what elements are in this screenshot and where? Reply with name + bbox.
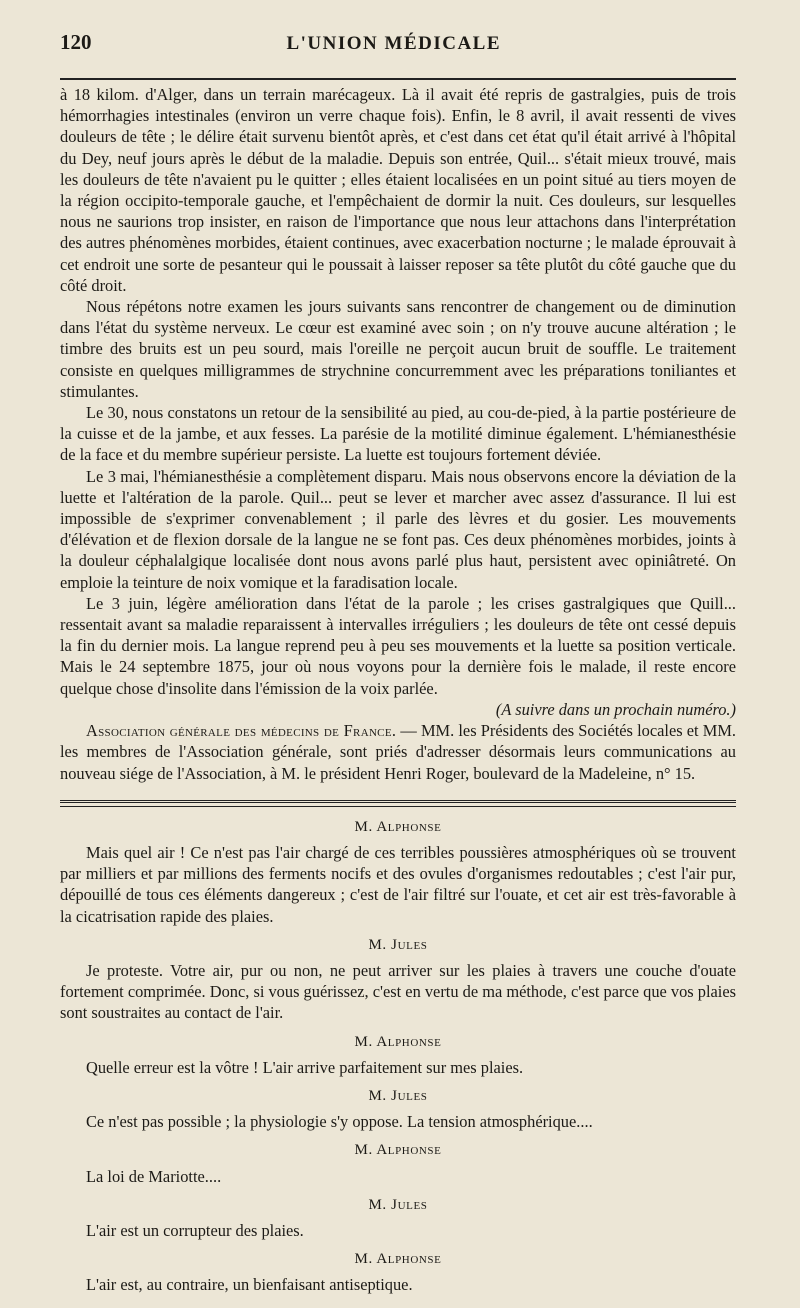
header-rule	[60, 78, 736, 80]
paragraph: Nous répétons notre examen les jours suivants sans rencontrer de changement ou de diminution dans l'état du système nerveux. Le cœur est examiné avec soin ; on n'y trouve aucune altération ; le timbre des bruits est un peu sourd, mais l'oreille ne perçoit aucun bruit de souffle. Le traitement consiste en quelques milligrammes de strychnine concurremment avec les préparations toniliantes et stimulantes.	[60, 297, 736, 401]
journal-title: L'UNION MÉDICALE	[286, 33, 502, 54]
paragraph: Le 3 juin, légère amélioration dans l'état de la parole ; les crises gastralgiques que Quill... ressentait avant sa maladie reparaissent à intervalles irréguliers ; les douleurs de tête ont cessé depuis la fin du dernier mois. La langue reprend peu à peu ses mouvements et la luette sa position verticale. Mais le 24 septembre 1875, jour où nous voyons pour la dernière fois le malade, il reste encore quelque chose d'insolite dans l'émission de la voix parlée.	[60, 593, 736, 698]
speaker-name: M. Jules	[368, 1196, 428, 1213]
association-text: — MM. les Présidents des Sociétés locales et MM. les membres de l'Association générale, sont priés d'adresser désormais leurs communications au nouveau siége de l'Association, à M. le président Henri Roger, boulevard de la Madeleine, n° 15.	[60, 721, 736, 783]
dialogue-line: Quelle erreur est la vôtre ! L'air arrive parfaitement sur mes plaies.	[86, 1057, 524, 1077]
article-body	[60, 84, 736, 784]
speaker-name: M. Jules	[368, 936, 428, 953]
speaker-name: M. Alphonse	[354, 818, 442, 835]
speaker-name: M. Alphonse	[354, 1142, 442, 1159]
association-heading: Association générale des médecins de France.	[86, 721, 397, 741]
page-number: 120	[60, 30, 92, 54]
paragraph: à 18 kilom. d'Alger, dans un terrain marécageux. Là il avait été repris de gastralgies, puis de trois hémorrhagies intestinales (environ un verre chaque fois). Enfin, le 8 avril, il avait ressenti de vives douleurs de tête ; le délire était survenu bientôt après, et c'est dans cet état qu'il était arrivé à l'hôpital du Dey, neuf jours après le début de la maladie. Depuis son entrée, Quil... s'était mieux trouvé, mais les douleurs de tête n'avaient pu le quitter ; elles étaient localisées en un point situé au tiers moyen de la région occipito-temporale gauche, et l'empêchaient de dormir la nuit. Ces douleurs, sur lesquelles nous ne saurions trop insister, en raison de l'importance que nous leur attachons dans l'interprétation des autres phénomènes morbides, étaient continues, avec exacerbation nocturne ; le malade éprouvait à cet endroit une sorte de pesanteur qui le poussait à laisser reposer sa tête plutôt du côté gauche que du côté droit.	[60, 85, 736, 295]
association-notice	[60, 720, 736, 784]
section-separator	[60, 800, 736, 807]
dialogue-line: La loi de Mariotte....	[86, 1166, 222, 1186]
speaker-name: M. Alphonse	[354, 1251, 442, 1268]
speaker-name: M. Jules	[368, 1087, 428, 1104]
dialogue-line: L'air est un corrupteur des plaies.	[86, 1220, 304, 1240]
page-header	[60, 30, 736, 64]
dialogue-line: Ce n'est pas possible ; la physiologie s'y oppose. La tension atmosphérique....	[86, 1112, 593, 1132]
speaker-name: M. Alphonse	[354, 1033, 442, 1050]
dialogue-line: Je proteste. Votre air, pur ou non, ne peut arriver sur les plaies à travers une couche d'ouate fortement comprimée. Donc, si vous guérissez, c'est en vertu de ma méthode, c'est parce que vos plaies sont soustraites au contact de l'air.	[60, 960, 736, 1023]
paragraph: Le 3 mai, l'hémianesthésie a complètement disparu. Mais nous observons encore la déviation de la luette et l'altération de la parole. Quil... peut se lever et marcher avec assez d'assurance. Il lui est impossible de s'exprimer convenablement ; il parle des lèvres et du gosier. Les mouvements d'élévation et de flexion dorsale de la langue ne se font pas. Ces deux phénomènes morbides, joints à la douleur céphalalgique localisée dont nous avons parlé plus haut, persistent avec opiniâtreté. On emploie la teinture de noix vomique et la faradisation locale.	[60, 466, 736, 592]
dialogue-line: Mais quel air ! Ce n'est pas l'air chargé de ces terribles poussières atmosphériques où se trouvent par milliers et par millions des ferments nocifs et des ovules d'organismes redoutables ; c'est l'air pur, dépouillé de tous ces éléments dangereux ; c'est de l'air filtré sur l'ouate, et cet air est très-favorable à la cicatrisation rapide des plaies.	[60, 842, 736, 926]
paragraph: Le 30, nous constatons un retour de la sensibilité au pied, au cou-de-pied, à la partie postérieure de la cuisse et de la jambe, et aux fesses. La parésie de la motilité diminue également. L'hémianesthésie de la face et du membre supérieur persiste. La luette est toujours fortement déviée.	[60, 403, 736, 465]
to-be-continued-note: (A suivre dans un prochain numéro.)	[495, 699, 736, 719]
dialogue-section	[60, 817, 736, 1296]
dialogue-line: L'air est, au contraire, un bienfaisant antiseptique.	[86, 1275, 413, 1295]
